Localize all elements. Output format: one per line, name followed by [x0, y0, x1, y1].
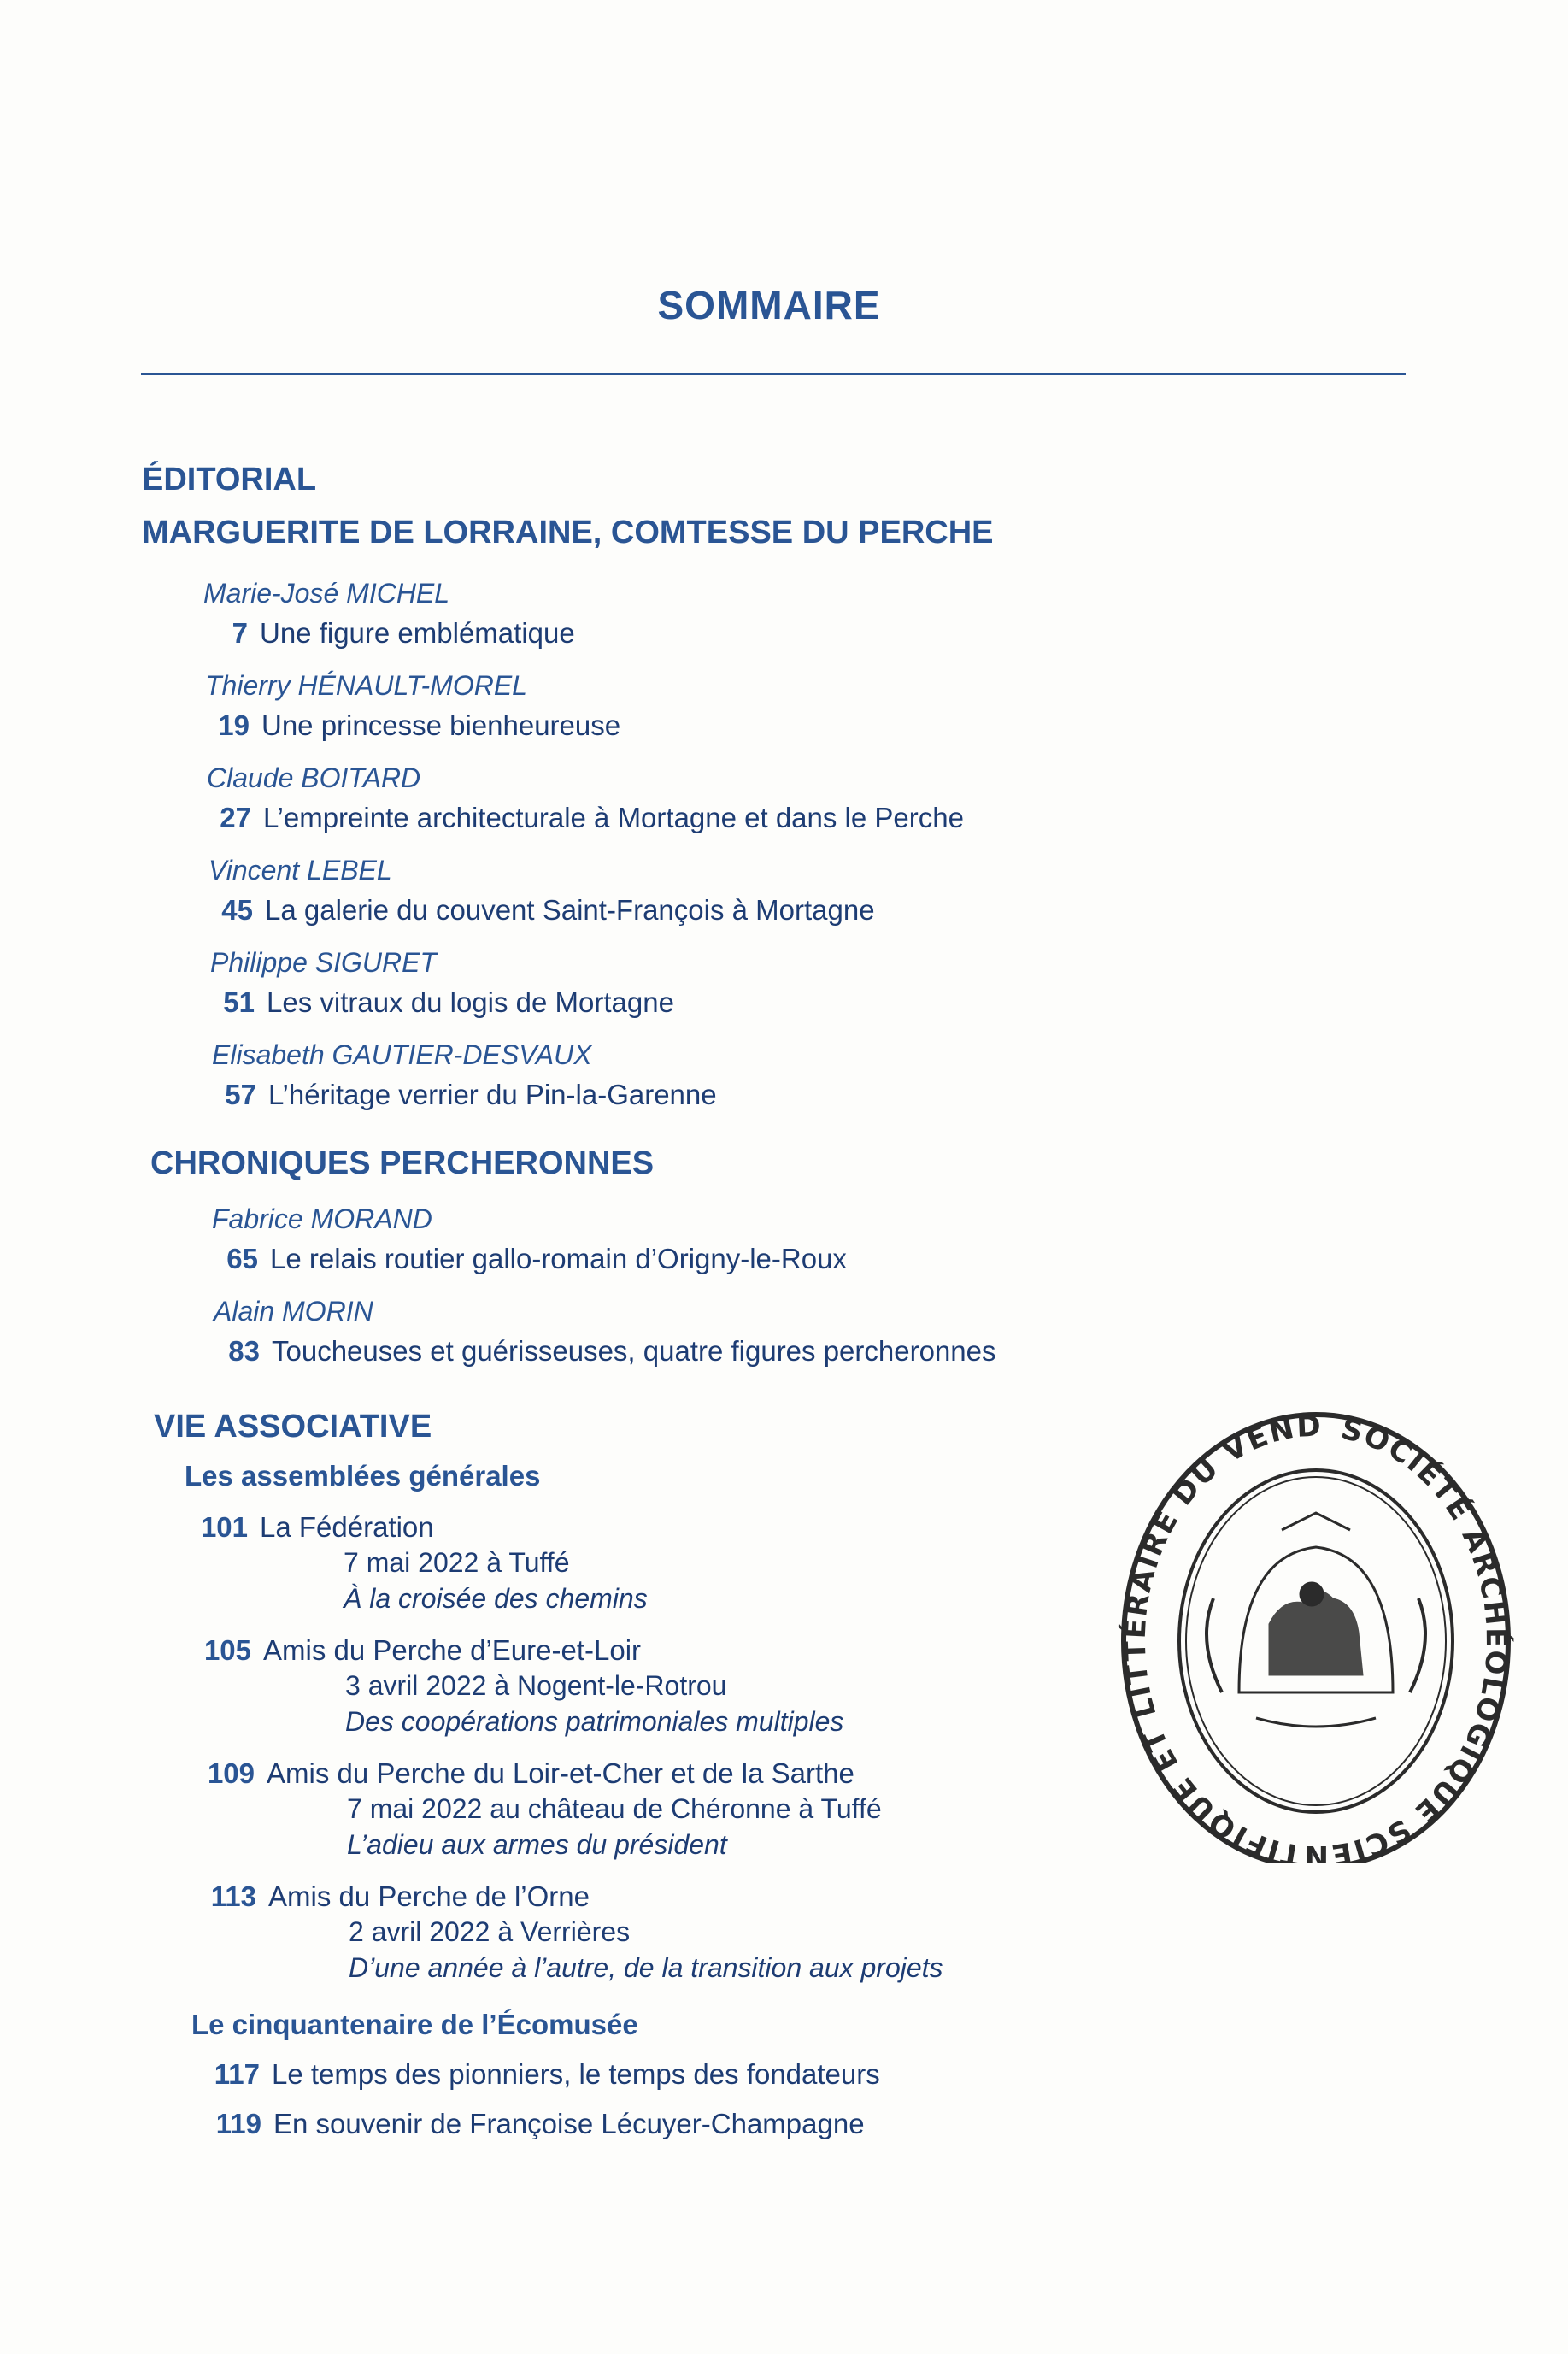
page-number: 57 — [225, 1079, 256, 1110]
toc-entry — [169, 1757, 854, 1790]
svg-text:SOCIÉTÉ ARCHÉOLOGIQUE SCIENTIF: SOCIÉTÉ ARCHÉOLOGIQUE SCIENTIFIQUE ET LITTÉRAIRE DU VEND — [1118, 1409, 1514, 1863]
entry-subtitle: D’une année à l’autre, de la transition aux projets — [349, 1952, 943, 1983]
page-number: 51 — [223, 986, 255, 1018]
author: Philippe SIGURET — [210, 947, 437, 978]
toc-entry — [162, 1511, 434, 1544]
entry-date: 7 mai 2022 à Tuffé — [344, 1547, 570, 1578]
page-number: 45 — [221, 894, 253, 926]
toc-entry — [164, 709, 620, 742]
author: Fabrice MORAND — [212, 1203, 432, 1234]
toc-entry — [174, 2058, 880, 2091]
entry-subtitle: L’adieu aux armes du président — [347, 1829, 727, 1860]
author: Thierry HÉNAULT-MOREL — [205, 670, 527, 701]
toc-entry — [169, 986, 674, 1019]
toc-entry — [174, 1335, 996, 1368]
toc-entry — [166, 1634, 641, 1667]
page-number: 105 — [203, 1634, 251, 1666]
entry-date: 7 mai 2022 au château de Chéronne à Tuffé — [347, 1793, 882, 1824]
toc-entry — [162, 617, 575, 650]
entry-title: Amis du Perche d’Eure-et-Loir — [263, 1634, 642, 1666]
author: Alain MORIN — [214, 1296, 373, 1327]
page-number: 7 — [232, 617, 248, 649]
title-rule — [141, 373, 1406, 375]
page-number: 83 — [228, 1335, 260, 1367]
entry-title: Amis du Perche de l’Orne — [268, 1880, 590, 1912]
section-chroniques-heading: CHRONIQUES PERCHERONNES — [150, 1145, 655, 1181]
author: Elisabeth GAUTIER-DESVAUX — [212, 1039, 592, 1070]
stamp-seal-icon — [1111, 1385, 1521, 1863]
page-number: 113 — [210, 1880, 256, 1912]
entry-date: 3 avril 2022 à Nogent-le-Rotrou — [345, 1670, 727, 1701]
toc-entry — [176, 2108, 865, 2140]
entry-title: Les vitraux du logis de Mortagne — [267, 986, 674, 1018]
subsection-assemblees-heading: Les assemblées générales — [185, 1460, 541, 1492]
toc-entry — [166, 802, 964, 834]
entry-title: Le temps des pionniers, le temps des fondateurs — [272, 2058, 880, 2090]
page-number: 65 — [226, 1243, 258, 1274]
author: Claude BOITARD — [207, 762, 421, 793]
entry-title: Le relais routier gallo-romain d’Origny-le-Roux — [270, 1243, 847, 1274]
entry-title: La Fédération — [260, 1511, 434, 1543]
page-number: 119 — [215, 2108, 261, 2139]
library-stamp — [1111, 1385, 1521, 1863]
author: Marie-José MICHEL — [203, 578, 450, 609]
page-number: 109 — [207, 1757, 255, 1789]
entry-title: L’empreinte architecturale à Mortagne et dans le Perche — [263, 802, 964, 833]
section-editorial: ÉDITORIAL — [142, 462, 317, 497]
section-marguerite-heading: MARGUERITE DE LORRAINE, COMTESSE DU PERCHE — [142, 515, 994, 550]
subsection-ecomusee-heading: Le cinquantenaire de l’Écomusée — [191, 2009, 638, 2040]
entry-title: Une figure emblématique — [260, 617, 575, 649]
toc-entry — [171, 1880, 590, 1913]
page-title: SOMMAIRE — [657, 283, 881, 327]
toc-entry — [167, 894, 875, 927]
entry-title: L’héritage verrier du Pin-la-Garenne — [268, 1079, 717, 1110]
page-number: 19 — [218, 709, 250, 741]
entry-subtitle: Des coopérations patrimoniales multiples — [345, 1706, 844, 1737]
entry-date: 2 avril 2022 à Verrières — [349, 1916, 631, 1947]
entry-title: Une princesse bienheureuse — [261, 709, 621, 741]
section-vie-heading: VIE ASSOCIATIVE — [154, 1409, 432, 1445]
entry-title: En souvenir de Françoise Lécuyer-Champagne — [273, 2108, 865, 2139]
author: Vincent LEBEL — [208, 855, 392, 886]
toc-entry — [171, 1079, 717, 1111]
toc-entry — [173, 1243, 847, 1275]
page-number: 101 — [200, 1511, 248, 1543]
entry-subtitle: À la croisée des chemins — [344, 1583, 648, 1614]
entry-title: La galerie du couvent Saint-François à Mortagne — [265, 894, 875, 926]
page-number: 117 — [214, 2058, 260, 2090]
entry-title: Toucheuses et guérisseuses, quatre figures percheronnes — [272, 1335, 996, 1367]
page-number: 27 — [220, 802, 251, 833]
entry-title: Amis du Perche du Loir-et-Cher et de la Sarthe — [267, 1757, 854, 1789]
